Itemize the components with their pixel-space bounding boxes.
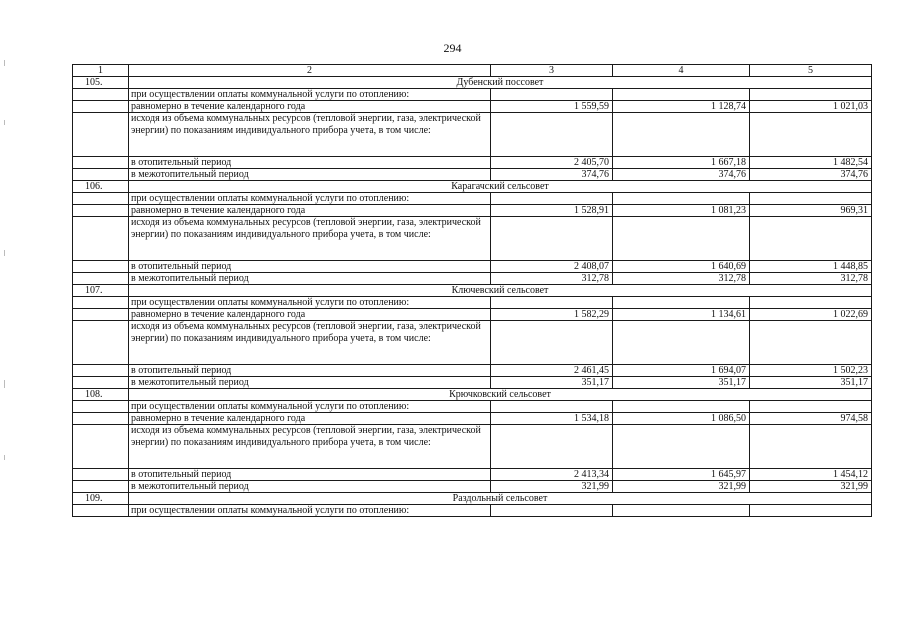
value-cell: 1 021,03 [750,101,872,113]
section-number: 108. [73,389,129,401]
value-cell: 1 086,50 [613,413,750,425]
interheating-period-row [73,273,872,285]
heating-period-row [73,365,872,377]
row-label: при осуществлении оплаты коммунальной услуги по отоплению: [129,193,491,205]
section-title: Карагачский сельсовет [129,181,872,193]
tariff-table-body [73,65,872,517]
empty-cell [491,217,613,261]
meter-description-row [73,321,872,365]
empty-cell [750,321,872,365]
value-cell: 974,58 [750,413,872,425]
intro-row [73,401,872,413]
value-cell: 351,17 [750,377,872,389]
value-cell: 1 128,74 [613,101,750,113]
heating-period-row [73,469,872,481]
intro-row [73,505,872,517]
empty-cell [491,89,613,101]
row-label: исходя из объема коммунальных ресурсов (тепловой энергии, газа, электрической энергии) по показаниям индивидуального прибора учета, в том числе: [129,321,491,365]
empty-cell [491,193,613,205]
row-label: исходя из объема коммунальных ресурсов (тепловой энергии, газа, электрической энергии) по показаниям индивидуального прибора учета, в том числе: [129,113,491,157]
column-number-row [73,65,872,77]
meter-description-row [73,425,872,469]
empty-cell [750,401,872,413]
intro-row [73,89,872,101]
empty-cell [613,505,750,517]
intro-row [73,297,872,309]
section-number: 109. [73,493,129,505]
heating-period-row [73,261,872,273]
empty-cell [750,113,872,157]
empty-cell [491,297,613,309]
section-title-row [73,77,872,89]
column-number: 3 [491,65,613,77]
column-number: 2 [129,65,491,77]
value-cell: 1 482,54 [750,157,872,169]
value-cell: 1 640,69 [613,261,750,273]
row-label: в межотопительный период [129,273,491,285]
empty-cell [73,261,129,273]
uniform-payment-row [73,309,872,321]
value-cell: 1 081,23 [613,205,750,217]
empty-cell [73,401,129,413]
empty-cell [750,89,872,101]
row-label: в отопительный период [129,469,491,481]
interheating-period-row [73,169,872,181]
value-cell: 351,17 [613,377,750,389]
section-number: 105. [73,77,129,89]
row-label: равномерно в течение календарного года [129,205,491,217]
empty-cell [613,297,750,309]
value-cell: 1 502,23 [750,365,872,377]
column-number: 1 [73,65,129,77]
scan-edge-marks [4,0,8,640]
row-label: равномерно в течение календарного года [129,309,491,321]
row-label: в межотопительный период [129,481,491,493]
empty-cell [750,193,872,205]
empty-cell [613,425,750,469]
value-cell: 1 448,85 [750,261,872,273]
empty-cell [73,205,129,217]
value-cell: 2 413,34 [491,469,613,481]
empty-cell [73,297,129,309]
value-cell: 1 534,18 [491,413,613,425]
value-cell: 1 559,59 [491,101,613,113]
empty-cell [73,365,129,377]
section-title-row [73,181,872,193]
empty-cell [73,217,129,261]
interheating-period-row [73,481,872,493]
empty-cell [491,505,613,517]
empty-cell [73,505,129,517]
empty-cell [750,297,872,309]
meter-description-row [73,113,872,157]
empty-cell [73,101,129,113]
value-cell: 321,99 [491,481,613,493]
row-label: в межотопительный период [129,169,491,181]
empty-cell [73,89,129,101]
value-cell: 351,17 [491,377,613,389]
value-cell: 374,76 [750,169,872,181]
empty-cell [73,113,129,157]
empty-cell [73,169,129,181]
empty-cell [750,505,872,517]
value-cell: 1 528,91 [491,205,613,217]
section-number: 107. [73,285,129,297]
value-cell: 1 134,61 [613,309,750,321]
section-number: 106. [73,181,129,193]
heating-period-row [73,157,872,169]
empty-cell [491,113,613,157]
empty-cell [73,157,129,169]
empty-cell [491,321,613,365]
value-cell: 374,76 [613,169,750,181]
row-label: в отопительный период [129,157,491,169]
row-label: в межотопительный период [129,377,491,389]
value-cell: 1 582,29 [491,309,613,321]
empty-cell [73,273,129,285]
row-label: при осуществлении оплаты коммунальной услуги по отоплению: [129,401,491,413]
uniform-payment-row [73,205,872,217]
empty-cell [613,113,750,157]
value-cell: 1 645,97 [613,469,750,481]
value-cell: 321,99 [750,481,872,493]
empty-cell [73,309,129,321]
row-label: при осуществлении оплаты коммунальной услуги по отоплению: [129,505,491,517]
row-label: исходя из объема коммунальных ресурсов (тепловой энергии, газа, электрической энергии) по показаниям индивидуального прибора учета, в том числе: [129,425,491,469]
empty-cell [73,321,129,365]
row-label: в отопительный период [129,261,491,273]
empty-cell [613,401,750,413]
section-title: Крючковский сельсовет [129,389,872,401]
page-number: 294 [443,41,462,55]
meter-description-row [73,217,872,261]
row-label: при осуществлении оплаты коммунальной услуги по отоплению: [129,297,491,309]
empty-cell [491,401,613,413]
empty-cell [750,217,872,261]
empty-cell [73,193,129,205]
section-title-row [73,389,872,401]
empty-cell [750,425,872,469]
empty-cell [613,217,750,261]
section-title: Раздольный сельсовет [129,493,872,505]
section-title: Ключевский сельсовет [129,285,872,297]
empty-cell [613,89,750,101]
empty-cell [491,425,613,469]
column-number: 5 [750,65,872,77]
interheating-period-row [73,377,872,389]
section-title-row [73,493,872,505]
empty-cell [73,481,129,493]
value-cell: 1 694,07 [613,365,750,377]
value-cell: 374,76 [491,169,613,181]
value-cell: 312,78 [491,273,613,285]
intro-row [73,193,872,205]
row-label: в отопительный период [129,365,491,377]
value-cell: 2 461,45 [491,365,613,377]
uniform-payment-row [73,101,872,113]
row-label: равномерно в течение календарного года [129,101,491,113]
uniform-payment-row [73,413,872,425]
empty-cell [73,425,129,469]
value-cell: 2 405,70 [491,157,613,169]
value-cell: 1 022,69 [750,309,872,321]
section-title: Дубенский поссовет [129,77,872,89]
value-cell: 2 408,07 [491,261,613,273]
value-cell: 321,99 [613,481,750,493]
section-title-row [73,285,872,297]
row-label: исходя из объема коммунальных ресурсов (тепловой энергии, газа, электрической энергии) по показаниям индивидуального прибора учета, в том числе: [129,217,491,261]
value-cell: 1 454,12 [750,469,872,481]
empty-cell [73,377,129,389]
value-cell: 312,78 [750,273,872,285]
empty-cell [613,193,750,205]
value-cell: 969,31 [750,205,872,217]
value-cell: 312,78 [613,273,750,285]
empty-cell [73,413,129,425]
empty-cell [73,469,129,481]
empty-cell [613,321,750,365]
column-number: 4 [613,65,750,77]
value-cell: 1 667,18 [613,157,750,169]
tariff-table [72,64,872,517]
row-label: равномерно в течение календарного года [129,413,491,425]
row-label: при осуществлении оплаты коммунальной услуги по отоплению: [129,89,491,101]
